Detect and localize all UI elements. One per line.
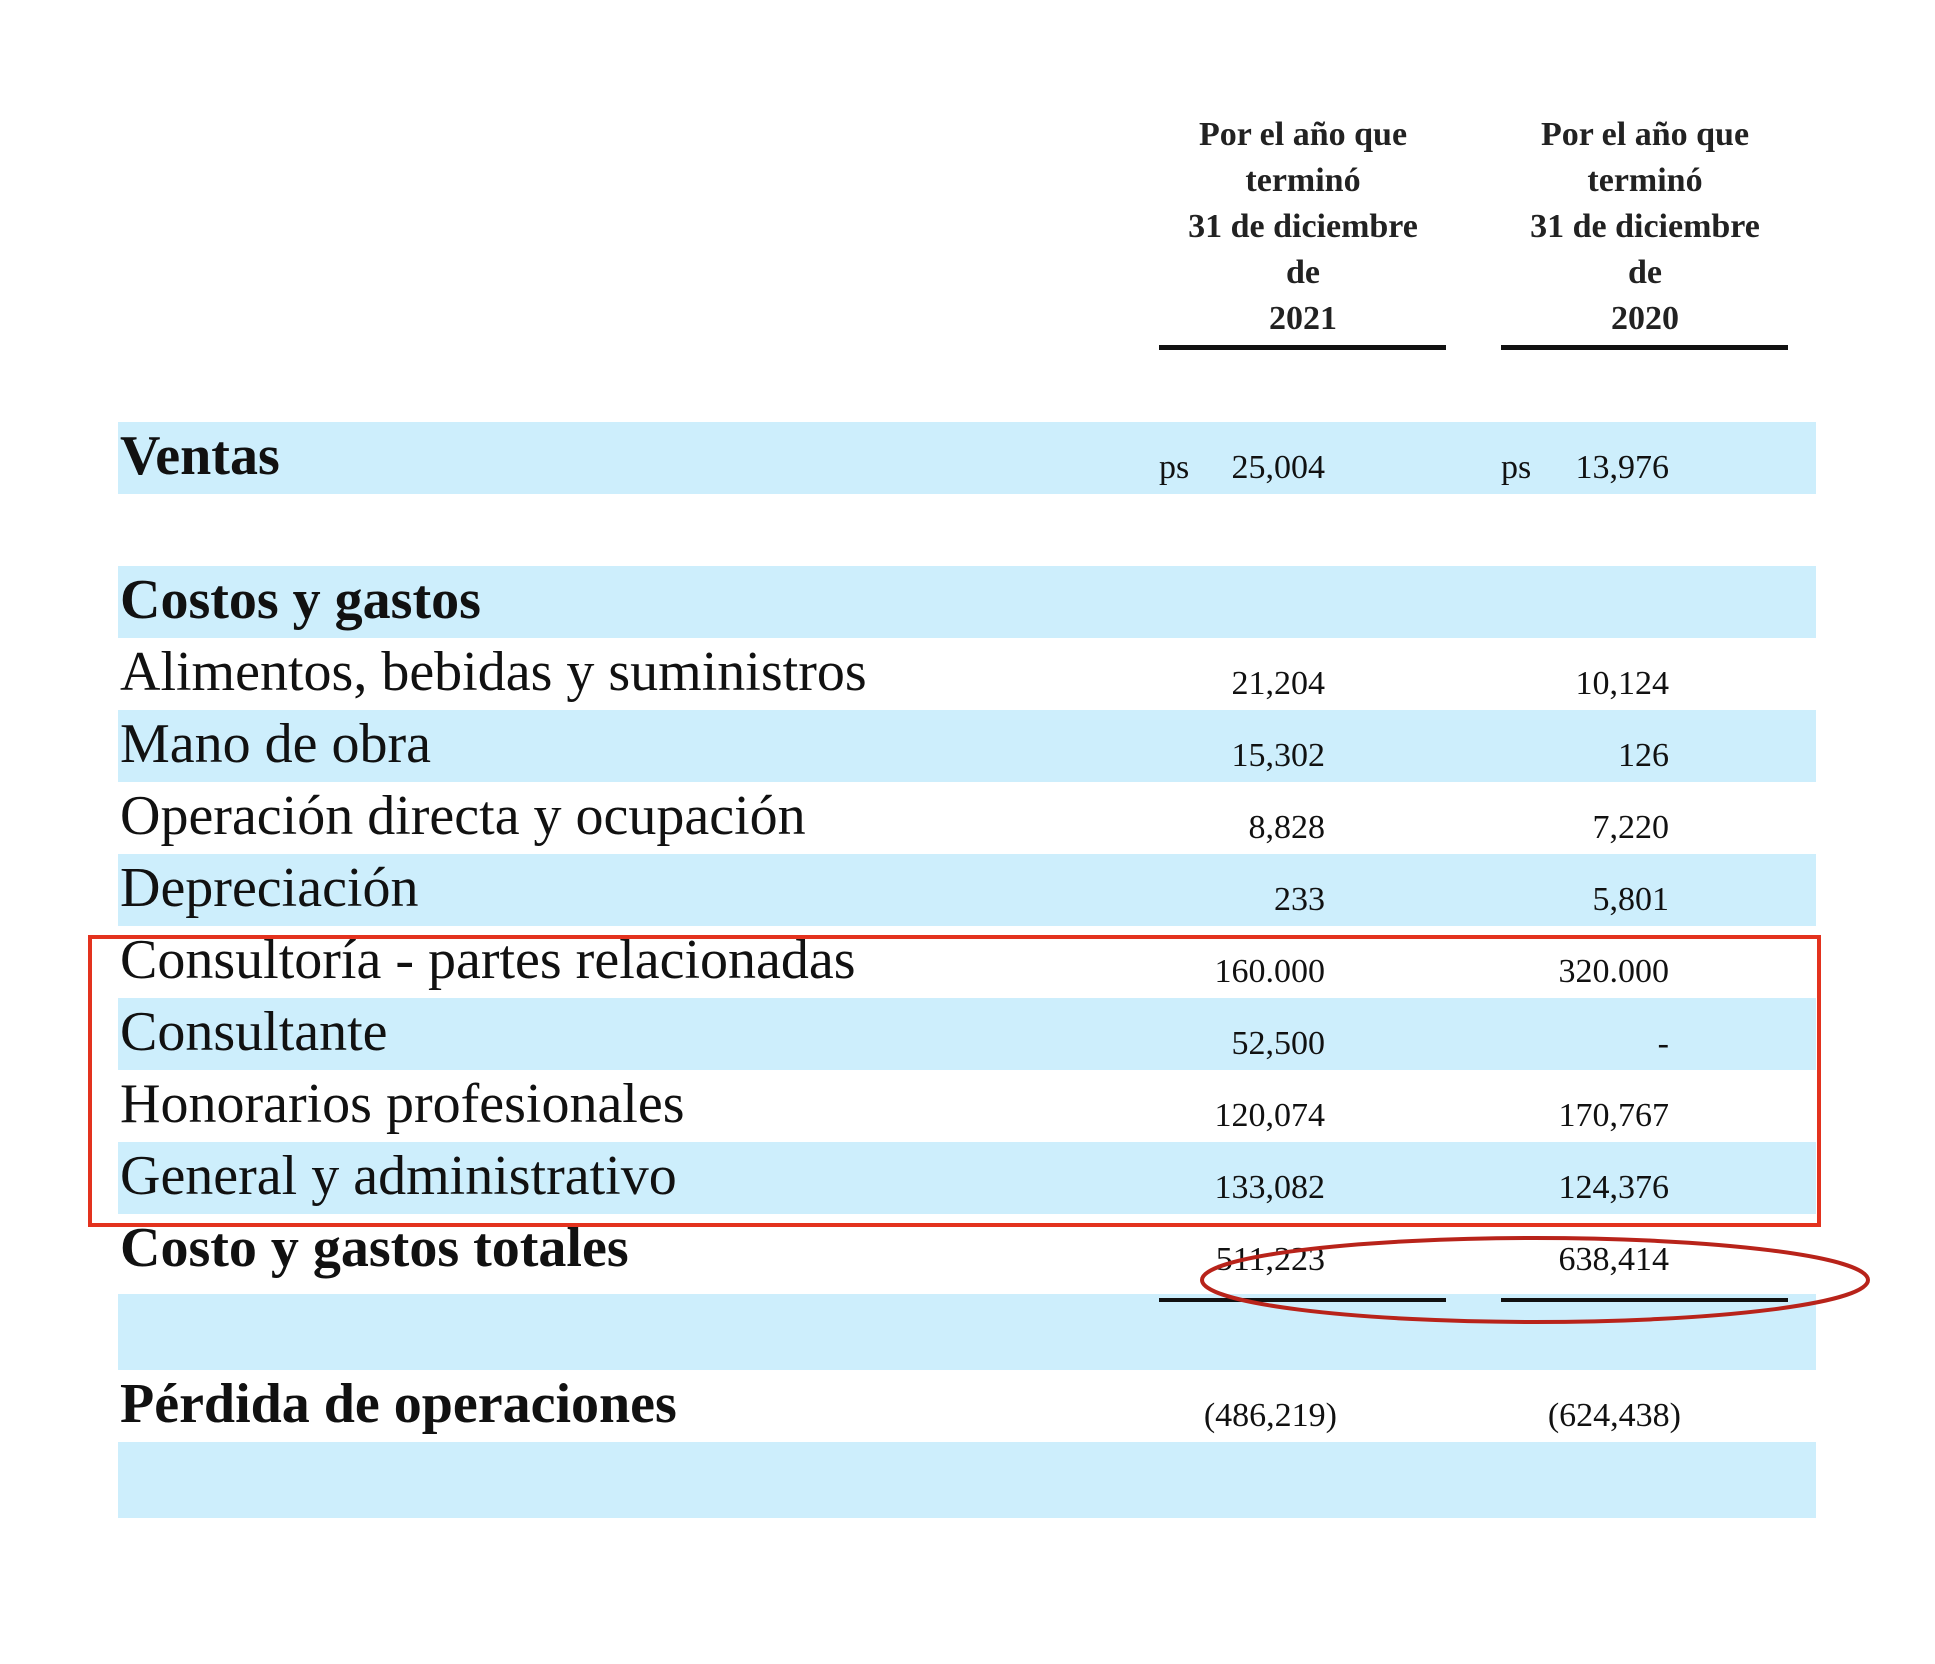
value-2020: 638,414 [1558,1241,1669,1278]
value-2020: (624,438) [1547,1397,1681,1434]
value-2021: (486,219) [1203,1397,1337,1434]
column-header-line: Por el año que [1198,116,1408,153]
column-header-line: de [1286,254,1320,291]
column-header-line: terminó [1245,162,1361,199]
value-2020: - [1657,1025,1669,1062]
column-header-line: Por el año que [1540,116,1750,153]
row-label: Alimentos, bebidas y suministros [120,641,867,703]
value-2021: 133,082 [1214,1169,1325,1206]
value-2021: 511,223 [1215,1241,1325,1278]
value-2020: 126 [1618,737,1669,774]
value-2021: 15,302 [1231,737,1325,774]
statement-row [118,710,1816,782]
statement-row [118,422,1816,494]
statement-row [118,566,1816,638]
value-2020: 13,976 [1575,449,1669,486]
value-2021: 233 [1274,881,1325,918]
row-label: Operación directa y ocupación [120,785,806,847]
statement-row [118,638,1816,710]
row-label: Costos y gastos [120,569,481,631]
row-label: General y administrativo [120,1145,677,1207]
row-label: Honorarios profesionales [120,1073,685,1135]
column-header-2020 [1500,112,1790,342]
row-label: Consultante [120,1001,388,1063]
row-label: Consultoría - partes relacionadas [120,929,856,991]
column-header-line: terminó [1587,162,1703,199]
value-2020: 124,376 [1558,1169,1669,1206]
value-2021: 120,074 [1214,1097,1325,1134]
currency-label: ps [1501,449,1532,486]
highlight-oval [1198,1234,1872,1330]
value-2020: 320.000 [1558,953,1669,990]
value-2021: 8,828 [1248,809,1325,846]
column-header-line: 31 de diciembre [1188,208,1418,245]
row-label: Mano de obra [120,713,432,775]
value-2020: 10,124 [1575,665,1669,702]
column-header-line: 31 de diciembre [1530,208,1760,245]
statement-row [118,854,1816,926]
statement-row [118,494,1816,566]
value-2021: 25,004 [1231,449,1325,486]
column-header-rule [1501,345,1788,350]
value-2020: 5,801 [1592,881,1669,918]
column-header-line: 2020 [1611,300,1679,337]
statement-row [118,1442,1816,1518]
currency-label: ps [1159,449,1190,486]
statement-row [118,1370,1816,1442]
column-header-2021 [1158,112,1448,342]
column-header-line: de [1628,254,1662,291]
highlight-box [88,935,1821,1227]
row-label: Pérdida de operaciones [120,1373,677,1435]
row-label: Ventas [120,425,280,487]
value-2021: 52,500 [1231,1025,1325,1062]
value-2020: 170,767 [1558,1097,1669,1134]
value-2020: 7,220 [1592,809,1669,846]
column-header-rule [1159,345,1446,350]
statement-row [118,782,1816,854]
row-label: Costo y gastos totales [120,1217,629,1279]
row-label: Depreciación [120,857,419,919]
value-2021: 21,204 [1231,665,1325,702]
column-header-line: 2021 [1269,300,1337,337]
value-2021: 160.000 [1214,953,1325,990]
